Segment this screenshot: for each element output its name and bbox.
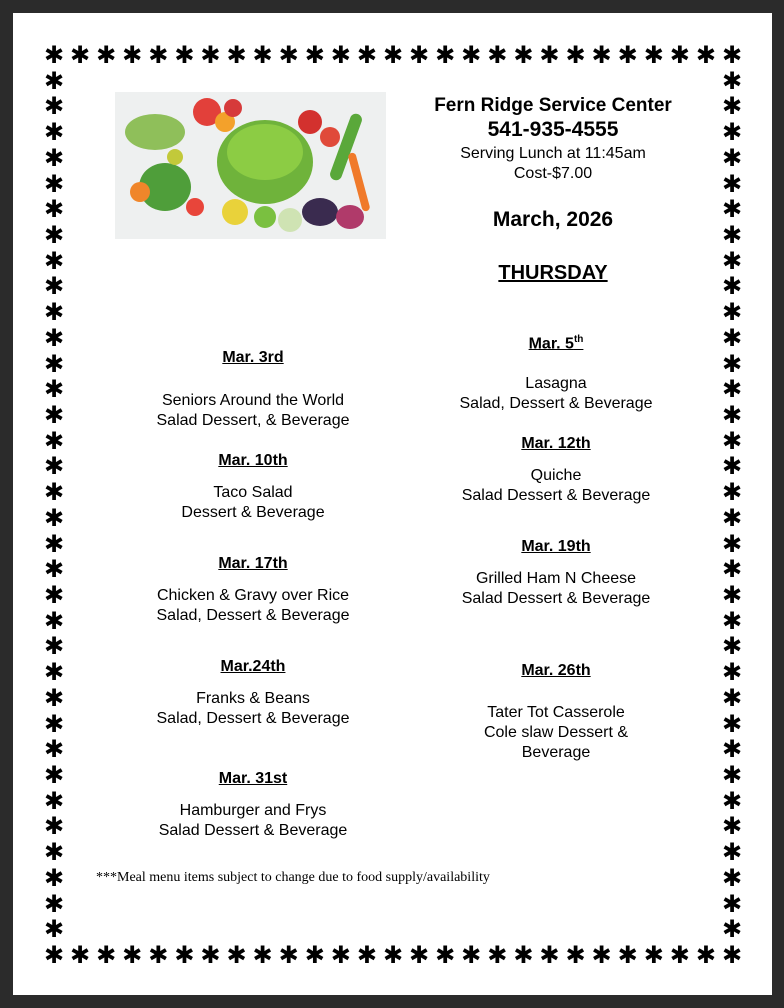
menu-line: Lasagna: [525, 375, 587, 392]
border-flower-icon: ✱: [330, 941, 351, 969]
border-flower-icon: ✱: [617, 941, 638, 969]
border-flower-icon: ✱: [43, 66, 65, 95]
border-flower-icon: ✱: [226, 41, 247, 69]
border-flower-icon: ✱: [43, 863, 65, 892]
border-flower-icon: ✱: [278, 41, 299, 69]
border-flower-icon: ✱: [252, 41, 273, 69]
border-flower-icon: ✱: [721, 375, 743, 404]
border-flower-icon: ✱: [721, 221, 743, 249]
menu-line: Salad, Dessert & Beverage: [459, 395, 653, 412]
border-flower-icon: ✱: [96, 41, 117, 69]
border-flower-icon: ✱: [617, 41, 638, 69]
border-flower-icon: ✱: [669, 41, 690, 69]
border-flower-icon: ✱: [721, 889, 743, 918]
border-flower-icon: ✱: [721, 581, 743, 609]
border-flower-icon: ✱: [435, 941, 456, 969]
border-flower-icon: ✱: [70, 41, 91, 69]
border-flower-icon: ✱: [721, 246, 743, 275]
border-flower-icon: ✱: [356, 41, 377, 69]
menu-line: Salad, Dessert & Beverage: [156, 710, 350, 727]
border-flower-icon: ✱: [382, 41, 404, 69]
border-flower-icon: ✱: [43, 118, 65, 147]
border-flower-icon: ✱: [721, 195, 743, 224]
border-flower-icon: ✱: [721, 838, 743, 867]
border-flower-icon: ✱: [409, 941, 430, 969]
border-flower-icon: ✱: [721, 272, 743, 301]
border-flower-icon: ✱: [721, 632, 743, 661]
day-heading: THURSDAY: [498, 262, 608, 284]
border-flower-icon: ✱: [721, 786, 743, 815]
border-flower-icon: ✱: [539, 941, 560, 969]
menu-line: Cole slaw Dessert &: [483, 724, 629, 741]
border-flower-icon: ✱: [174, 941, 195, 969]
organization-name: Fern Ridge Service Center: [434, 95, 672, 116]
border-flower-icon: ✱: [43, 709, 65, 738]
phone-number: 541-935-4555: [487, 118, 619, 141]
menu-item: [406, 374, 706, 414]
menu-page: [13, 13, 772, 995]
border-flower-icon: ✱: [43, 298, 65, 327]
border-flower-icon: ✱: [721, 658, 743, 687]
border-flower-icon: ✱: [721, 452, 743, 481]
border-flower-icon: ✱: [148, 41, 169, 69]
border-flower-icon: ✱: [356, 941, 377, 969]
border-flower-icon: ✱: [513, 941, 534, 969]
border-flower-icon: ✱: [43, 143, 65, 172]
border-flower-icon: ✱: [695, 941, 716, 969]
border-flower-icon: ✱: [43, 889, 65, 918]
border-flower-icon: ✱: [565, 41, 586, 69]
border-flower-icon: ✱: [43, 195, 65, 224]
menu-item: [103, 391, 403, 431]
border-flower-icon: ✱: [487, 941, 508, 969]
border-flower-icon: ✱: [695, 41, 716, 69]
border-flower-icon: ✱: [721, 169, 743, 198]
border-flower-icon: ✱: [721, 503, 743, 532]
border-flower-icon: ✱: [43, 41, 65, 69]
border-flower-icon: ✱: [174, 41, 195, 69]
border-flower-icon: ✱: [721, 915, 743, 944]
border-flower-icon: ✱: [43, 606, 65, 635]
border-flower-icon: ✱: [461, 41, 482, 69]
border-flower-icon: ✱: [43, 786, 65, 815]
menu-line: Dessert & Beverage: [181, 504, 325, 521]
border-flower-icon: ✱: [122, 41, 143, 69]
border-flower-icon: ✱: [591, 41, 612, 69]
border-flower-icon: ✱: [43, 761, 65, 789]
menu-date: Mar. 12th: [521, 435, 591, 452]
border-flower-icon: ✱: [382, 941, 404, 969]
border-flower-icon: ✱: [721, 478, 743, 507]
border-flower-icon: ✱: [643, 41, 664, 69]
menu-date: Mar. 19th: [521, 538, 591, 555]
border-flower-icon: ✱: [721, 401, 743, 429]
menu-line: Hamburger and Frys: [179, 802, 327, 819]
border-flower-icon: ✱: [721, 323, 743, 352]
menu-date: Mar. 26th: [521, 662, 591, 679]
border-flower-icon: ✱: [721, 555, 743, 584]
menu-date-suffix: th: [573, 334, 584, 345]
border-flower-icon: ✱: [721, 606, 743, 635]
menu-date: Mar. 3rd: [222, 349, 284, 366]
border-flower-icon: ✱: [43, 169, 65, 198]
border-flower-icon: ✱: [43, 452, 65, 481]
menu-line: Taco Salad: [213, 484, 293, 501]
border-flower-icon: ✱: [461, 941, 482, 969]
border-flower-icon: ✱: [409, 41, 430, 69]
menu-item: [103, 801, 403, 841]
menu-line: Franks & Beans: [196, 690, 310, 707]
menu-date: Mar. 17th: [218, 555, 288, 572]
border-flower-icon: ✱: [43, 221, 65, 249]
border-flower-icon: ✱: [43, 838, 65, 867]
border-flower-icon: ✱: [565, 941, 586, 969]
border-flower-icon: ✱: [43, 529, 65, 558]
border-flower-icon: ✱: [43, 426, 65, 455]
menu-line: Grilled Ham N Cheese: [475, 570, 637, 587]
border-flower-icon: ✱: [513, 41, 534, 69]
border-flower-icon: ✱: [43, 941, 65, 969]
border-flower-icon: ✱: [721, 298, 743, 327]
vegetables-image: [115, 92, 386, 239]
menu-date-text: Mar. 5: [528, 335, 574, 353]
border-flower-icon: ✱: [122, 941, 143, 969]
menu-item: [103, 483, 403, 523]
border-flower-icon: ✱: [43, 246, 65, 275]
border-flower-icon: ✱: [96, 941, 117, 969]
border-flower-icon: ✱: [721, 349, 743, 378]
border-flower-icon: ✱: [43, 478, 65, 507]
border-flower-icon: ✱: [669, 941, 690, 969]
border-flower-icon: ✱: [539, 41, 560, 69]
border-flower-icon: ✱: [721, 66, 743, 95]
border-flower-icon: ✱: [721, 426, 743, 455]
menu-line: Chicken & Gravy over Rice: [156, 587, 350, 604]
border-flower-icon: ✱: [487, 41, 508, 69]
border-flower-icon: ✱: [43, 349, 65, 378]
border-flower-icon: ✱: [435, 41, 456, 69]
border-flower-icon: ✱: [252, 941, 273, 969]
border-flower-icon: ✱: [591, 941, 612, 969]
serving-time: Serving Lunch at 11:45am: [460, 145, 646, 162]
footnote: ***Meal menu items subject to change due to food supply/availability: [96, 870, 490, 885]
border-flower-icon: ✱: [43, 92, 65, 121]
border-flower-icon: ✱: [200, 41, 221, 69]
border-flower-icon: ✱: [721, 735, 743, 764]
border-flower-icon: ✱: [43, 503, 65, 532]
border-flower-icon: ✱: [43, 735, 65, 764]
border-flower-icon: ✱: [226, 941, 247, 969]
menu-item: [103, 689, 403, 729]
border-flower-icon: ✱: [43, 401, 65, 429]
border-flower-icon: ✱: [43, 323, 65, 352]
menu-date: Mar. 10th: [218, 452, 288, 469]
border-flower-icon: ✱: [721, 709, 743, 738]
border-flower-icon: ✱: [721, 941, 743, 969]
menu-line: Salad Dessert & Beverage: [461, 487, 651, 504]
border-flower-icon: ✱: [278, 941, 299, 969]
border-flower-icon: ✱: [43, 683, 65, 712]
border-flower-icon: ✱: [721, 529, 743, 558]
border-flower-icon: ✱: [721, 683, 743, 712]
border-flower-icon: ✱: [43, 375, 65, 404]
menu-date: [406, 334, 706, 353]
border-flower-icon: ✱: [43, 812, 65, 841]
border-flower-icon: ✱: [43, 915, 65, 944]
menu-line: Salad Dessert, & Beverage: [156, 412, 350, 429]
border-flower-icon: ✱: [200, 941, 221, 969]
border-flower-icon: ✱: [43, 272, 65, 301]
menu-line: Salad Dessert & Beverage: [158, 822, 348, 839]
border-flower-icon: ✱: [304, 41, 325, 69]
border-flower-icon: ✱: [330, 41, 351, 69]
menu-line: Tater Tot Casserole: [487, 704, 625, 721]
border-flower-icon: ✱: [148, 941, 169, 969]
border-flower-icon: ✱: [43, 581, 65, 609]
cost: Cost-$7.00: [513, 165, 593, 182]
border-flower-icon: ✱: [43, 555, 65, 584]
border-flower-icon: ✱: [721, 118, 743, 147]
border-flower-icon: ✱: [721, 41, 743, 69]
menu-line: Beverage: [521, 744, 591, 761]
border-flower-icon: ✱: [721, 92, 743, 121]
menu-line: Salad, Dessert & Beverage: [156, 607, 350, 624]
border-flower-icon: ✱: [643, 941, 664, 969]
menu-date: Mar. 31st: [218, 770, 288, 787]
border-flower-icon: ✱: [721, 143, 743, 172]
border-flower-icon: ✱: [43, 632, 65, 661]
menu-line: Quiche: [530, 467, 582, 484]
menu-item: [406, 466, 706, 506]
menu-date: Mar.24th: [220, 658, 286, 675]
border-flower-icon: ✱: [721, 863, 743, 892]
menu-item: [103, 586, 403, 626]
menu-item: [406, 703, 706, 763]
menu-line: Seniors Around the World: [161, 392, 345, 409]
border-flower-icon: ✱: [70, 941, 91, 969]
border-flower-icon: ✱: [43, 658, 65, 687]
border-flower-icon: ✱: [304, 941, 325, 969]
menu-item: [406, 569, 706, 609]
month-title: March, 2026: [492, 208, 614, 231]
border-flower-icon: ✱: [721, 761, 743, 789]
menu-line: Salad Dessert & Beverage: [461, 590, 651, 607]
border-flower-icon: ✱: [721, 812, 743, 841]
